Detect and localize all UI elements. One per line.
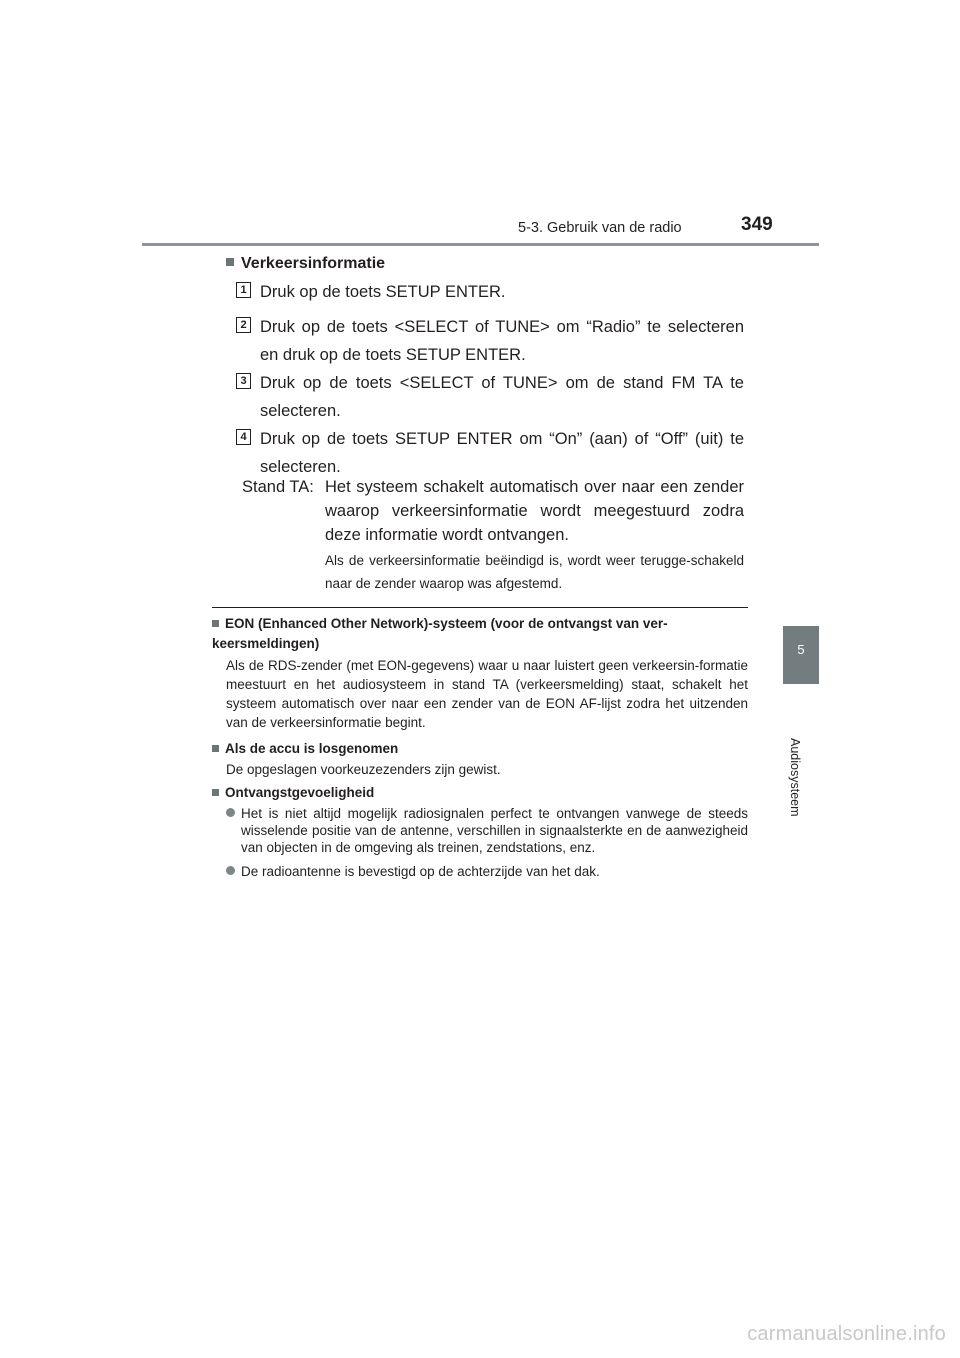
- step-text: Druk op de toets <SELECT of TUNE> om de stand FM TA te selecteren.: [260, 374, 744, 420]
- step-text: Druk op de toets SETUP ENTER om “On” (aan) of “Off” (uit) te selecteren.: [260, 430, 744, 476]
- square-bullet-icon: [212, 745, 219, 752]
- list-item: [226, 805, 748, 856]
- round-bullet-icon: [226, 808, 235, 817]
- step-number-badge: 1: [236, 282, 251, 298]
- step-1: [236, 278, 744, 306]
- round-bullet-icon: [226, 866, 235, 875]
- page-number: 349: [741, 214, 773, 235]
- section-heading-text: Verkeersinformatie: [241, 255, 386, 272]
- list-item-text: De radioantenne is bevestigd op de achterzijde van het dak.: [241, 864, 600, 879]
- note-heading-eon: [212, 614, 748, 654]
- header-divider: [142, 243, 819, 246]
- mode-definition: [242, 475, 744, 547]
- step-number-badge: 4: [236, 429, 251, 445]
- note-heading-text: EON (Enhanced Other Network)-systeem (voor de ontvangst van ver-keersmeldingen): [212, 616, 668, 651]
- step-number-badge: 2: [236, 317, 251, 333]
- definition-note: Als de verkeersinformatie beëindigd is, wordt weer terugge-schakeld naar de zender waarop was afgestemd.: [325, 553, 744, 591]
- section-title: 5-3. Gebruik van de radio: [518, 220, 682, 236]
- note-heading-battery: [212, 739, 748, 759]
- definition-term: Stand TA:: [242, 478, 314, 496]
- note-heading-text: Ontvangstgevoeligheid: [225, 785, 375, 800]
- note-heading-reception: [212, 783, 748, 803]
- note-heading-text: Als de accu is losgenomen: [225, 741, 399, 756]
- square-bullet-icon: [212, 789, 219, 796]
- square-bullet-icon: [226, 258, 234, 266]
- step-3: [236, 369, 744, 425]
- definition-description: Het systeem schakelt automatisch over naar een zender waarop verkeersinformatie wordt meegestuurd zodra deze informatie wordt ontvangen.: [325, 478, 744, 544]
- step-number-badge: 3: [236, 373, 251, 389]
- chapter-tab-label: Audiosysteem: [788, 738, 802, 817]
- chapter-tab: [783, 626, 819, 684]
- step-text: Druk op de toets <SELECT of TUNE> om “Radio” te selecteren en druk op de toets SETUP ENTER.: [260, 318, 744, 364]
- square-bullet-icon: [212, 620, 219, 627]
- step-2: [236, 313, 744, 369]
- section-heading: [226, 255, 385, 273]
- notes-divider: [212, 607, 748, 608]
- note-text-eon: Als de RDS-zender (met EON-gegevens) waar u naar luistert geen verkeersin-formatie meestuurt en het audiosysteem in stand TA (verkeersmelding) staat, schakelt het systeem automatisch over naar een zender van de EON AF-lijst zodra het uitzenden van de verkeersinformatie begint.: [226, 658, 748, 730]
- list-item-text: Het is niet altijd mogelijk radiosignalen perfect te ontvangen vanwege de steeds wisselende positie van de antenne, verschillen in signaalsterkte en de aanwezigheid van objecten in de omgeving als treinen, zendstations, enz.: [241, 806, 748, 855]
- step-text: Druk op de toets SETUP ENTER.: [260, 283, 506, 301]
- list-item: [226, 863, 748, 880]
- chapter-tab-number: 5: [797, 642, 805, 657]
- note-text-battery: De opgeslagen voorkeuzezenders zijn gewist.: [226, 762, 501, 777]
- watermark: carmanualsonline.info: [747, 1323, 946, 1345]
- step-4: [236, 425, 744, 481]
